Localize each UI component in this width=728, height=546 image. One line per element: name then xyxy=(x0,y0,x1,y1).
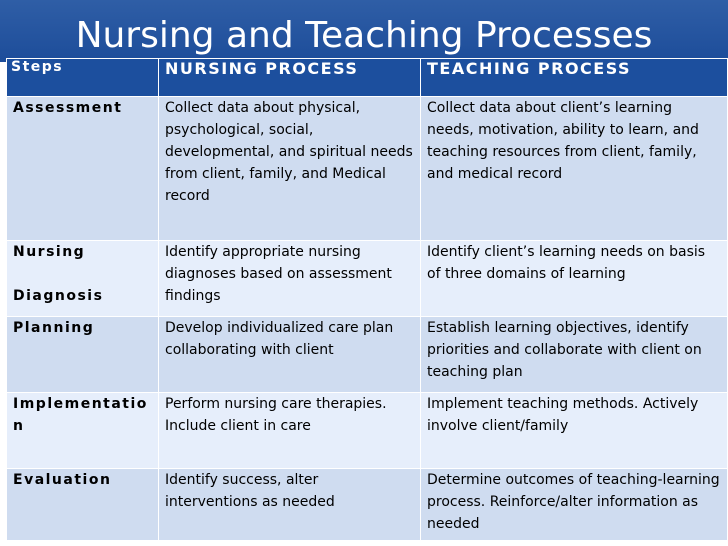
teaching-process-cell: Collect data about client’s learning needs, motivation, ability to learn, and teaching resources from client, family, and medical record xyxy=(421,97,728,241)
process-table xyxy=(6,58,728,541)
step-label: Planning xyxy=(7,317,159,393)
nursing-process-cell: Collect data about physical, psychological, social, developmental, and spiritual needs from client, family, and Medical record xyxy=(159,97,421,241)
nursing-process-cell: Develop individualized care plan collaborating with client xyxy=(159,317,421,393)
step-label-line-2: Diagnosis xyxy=(13,288,104,304)
nursing-process-cell: Identify appropriate nursing diagnoses based on assessment findings xyxy=(159,241,421,317)
step-label: Assessment xyxy=(7,97,159,241)
column-header-steps: Steps xyxy=(7,59,159,97)
step-label: Implementation xyxy=(7,393,159,469)
table-row-nursing-diagnosis xyxy=(7,241,728,317)
column-header-teaching-process: TEACHING PROCESS xyxy=(421,59,728,97)
step-label-line-1: Nursing xyxy=(13,244,86,260)
nursing-process-cell: Perform nursing care therapies. Include client in care xyxy=(159,393,421,469)
table-row-implementation xyxy=(7,393,728,469)
step-label xyxy=(7,241,159,317)
column-header-nursing-process: NURSING PROCESS xyxy=(159,59,421,97)
table-row-evaluation xyxy=(7,469,728,541)
nursing-process-cell: Identify success, alter interventions as needed xyxy=(159,469,421,541)
teaching-process-cell: Identify client’s learning needs on basis of three domains of learning xyxy=(421,241,728,317)
table-row-assessment xyxy=(7,97,728,241)
teaching-process-cell: Implement teaching methods. Actively involve client/family xyxy=(421,393,728,469)
slide-title: Nursing and Teaching Processes xyxy=(75,15,653,56)
table-row-planning xyxy=(7,317,728,393)
teaching-process-cell: Determine outcomes of teaching-learning process. Reinforce/alter information as needed xyxy=(421,469,728,541)
step-label-gap xyxy=(13,263,152,285)
table-header-row xyxy=(7,59,728,97)
teaching-process-cell: Establish learning objectives, identify priorities and collaborate with client on teaching plan xyxy=(421,317,728,393)
step-label: Evaluation xyxy=(7,469,159,541)
